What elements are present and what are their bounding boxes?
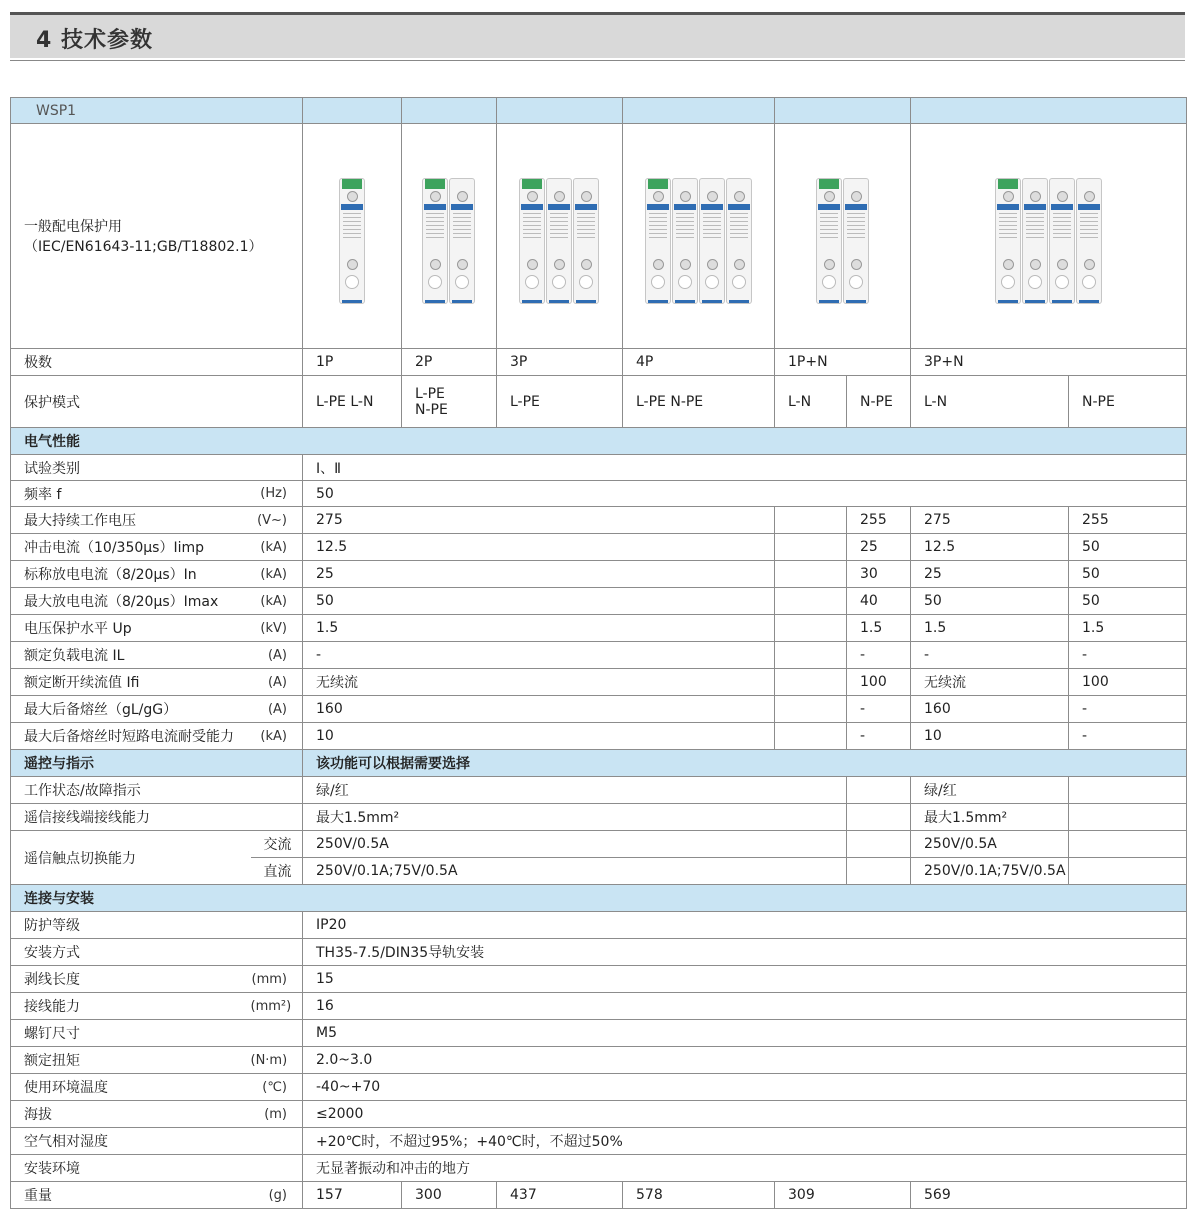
pole-3p-n: 3P+N (911, 349, 1187, 376)
pole-1p-n: 1P+N (775, 349, 911, 376)
install-row-value: -40~+70 (303, 1074, 1187, 1101)
contact-ac-value-a: 250V/0.5A (303, 831, 847, 858)
surge-protector-module-icon (339, 166, 366, 306)
electrical-row-label: 额定负载电流 IL (11, 642, 251, 669)
mode-1p-n-ln: L-N (775, 376, 847, 428)
surge-protector-module-icon (519, 166, 600, 306)
electrical-row-unit: (kA) (251, 723, 303, 750)
install-row-value: 15 (303, 966, 1187, 993)
section-remote-note: 该功能可以根据需要选择 (303, 750, 1187, 777)
weight-3p-n: 569 (911, 1182, 1187, 1209)
install-row-value: 16 (303, 993, 1187, 1020)
module-pole (573, 178, 599, 304)
install-row-unit (251, 939, 303, 966)
application-label: 一般配电保护用 （IEC/EN61643-11;GB/T18802.1） (11, 124, 303, 349)
install-row-unit: (℃) (251, 1074, 303, 1101)
electrical-row-value-a: 50 (303, 588, 775, 615)
frequency-unit: (Hz) (251, 481, 303, 507)
install-row-label: 螺钉尺寸 (11, 1020, 251, 1047)
module-pole (645, 178, 671, 304)
electrical-row-label: 最大后备熔丝（gL/gG） (11, 696, 251, 723)
electrical-row-value-b: 100 (847, 669, 911, 696)
surge-protector-module-icon (645, 166, 753, 306)
electrical-row-value-c: 50 (911, 588, 1069, 615)
electrical-row-value-c: 25 (911, 561, 1069, 588)
electrical-row-label: 冲击电流（10/350μs）Iimp (11, 534, 251, 561)
electrical-row-value-a: 12.5 (303, 534, 775, 561)
install-row-unit: (mm²) (251, 993, 303, 1020)
status-indicator-value-a: 绿/红 (303, 777, 847, 804)
mode-2p: L-PE N-PE (402, 376, 497, 428)
weight-1p-n: 309 (775, 1182, 911, 1209)
status-indicator-value-c: 绿/红 (911, 777, 1069, 804)
page-title: 4 技术参数 (36, 28, 153, 53)
electrical-row-unit: (kA) (251, 561, 303, 588)
electrical-row-value-d: 50 (1069, 534, 1187, 561)
install-row-label: 使用环境温度 (11, 1074, 251, 1101)
electrical-row-value-b: 30 (847, 561, 911, 588)
pole-1p: 1P (303, 349, 402, 376)
electrical-row-label: 标称放电电流（8/20μs）In (11, 561, 251, 588)
electrical-row-value-d: 50 (1069, 561, 1187, 588)
electrical-row-value-c: 12.5 (911, 534, 1069, 561)
pole-3p: 3P (497, 349, 623, 376)
install-row-label: 空气相对湿度 (11, 1128, 251, 1155)
test-class-label: 试验类别 (11, 455, 303, 481)
install-row-value: 无显著振动和冲击的地方 (303, 1155, 1187, 1182)
electrical-row-label: 最大持续工作电压 (11, 507, 251, 534)
electrical-row-value-a: 10 (303, 723, 775, 750)
electrical-row-value-c: 10 (911, 723, 1069, 750)
contact-dc-label: 直流 (251, 858, 303, 885)
weight-unit: (g) (251, 1182, 303, 1209)
module-pole (1049, 178, 1075, 304)
install-row-value: +20℃时，不超过95%；+40℃时，不超过50% (303, 1128, 1187, 1155)
mode-3p-n-npe: N-PE (1069, 376, 1187, 428)
electrical-row-value-a: 275 (303, 507, 775, 534)
electrical-row-value-c: 1.5 (911, 615, 1069, 642)
title-bar (10, 12, 1185, 58)
install-row-value: TH35-7.5/DIN35导轨安装 (303, 939, 1187, 966)
electrical-row-unit: (A) (251, 669, 303, 696)
model-name: WSP1 (11, 98, 303, 124)
electrical-row-value-b: 255 (847, 507, 911, 534)
pole-2p: 2P (402, 349, 497, 376)
electrical-row-value-a: 无续流 (303, 669, 775, 696)
module-pole (816, 178, 842, 304)
product-image-3p-n (911, 124, 1187, 349)
electrical-row-unit: (kA) (251, 588, 303, 615)
mode-3p-n-ln: L-N (911, 376, 1069, 428)
install-row-label: 剥线长度 (11, 966, 251, 993)
electrical-row-value-d: 100 (1069, 669, 1187, 696)
surge-protector-module-icon (995, 166, 1103, 306)
product-image-1p-n (775, 124, 911, 349)
product-image-3p (497, 124, 623, 349)
spec-table (10, 97, 1187, 1209)
electrical-row-label: 最大后备熔丝时短路电流耐受能力 (11, 723, 251, 750)
module-pole (995, 178, 1021, 304)
install-row-label: 额定扭矩 (11, 1047, 251, 1074)
electrical-row-value-a: 1.5 (303, 615, 775, 642)
electrical-row-value-c: 无续流 (911, 669, 1069, 696)
remote-wiring-value-a: 最大1.5mm² (303, 804, 847, 831)
electrical-row-value-b: 40 (847, 588, 911, 615)
electrical-row-unit: (A) (251, 642, 303, 669)
mode-1p: L-PE L-N (303, 376, 402, 428)
surge-protector-module-icon (816, 166, 870, 306)
electrical-row-label: 额定断开续流值 Ifi (11, 669, 251, 696)
status-indicator-label: 工作状态/故障指示 (11, 777, 303, 804)
module-pole (449, 178, 475, 304)
install-row-label: 接线能力 (11, 993, 251, 1020)
protection-mode-label: 保护模式 (11, 376, 303, 428)
electrical-row-value-d: - (1069, 642, 1187, 669)
electrical-row-value-c: 275 (911, 507, 1069, 534)
electrical-row-value-b: - (847, 723, 911, 750)
electrical-row-value-c: - (911, 642, 1069, 669)
electrical-row-value-a: 25 (303, 561, 775, 588)
section-remote: 遥控与指示 (11, 750, 303, 777)
module-pole (422, 178, 448, 304)
install-row-label: 安装方式 (11, 939, 251, 966)
remote-wiring-value-c: 最大1.5mm² (911, 804, 1069, 831)
install-row-unit (251, 912, 303, 939)
weight-3p: 437 (497, 1182, 623, 1209)
electrical-row-unit: (A) (251, 696, 303, 723)
poles-label: 极数 (11, 349, 303, 376)
module-pole (843, 178, 869, 304)
contact-capacity-label: 遥信触点切换能力 (11, 831, 251, 885)
contact-dc-value-c: 250V/0.1A;75V/0.5A (911, 858, 1069, 885)
electrical-row-value-d: 1.5 (1069, 615, 1187, 642)
electrical-row-unit: (kA) (251, 534, 303, 561)
weight-4p: 578 (623, 1182, 775, 1209)
install-row-unit: (mm) (251, 966, 303, 993)
install-row-value: 2.0~3.0 (303, 1047, 1187, 1074)
contact-ac-label: 交流 (251, 831, 303, 858)
mode-3p: L-PE (497, 376, 623, 428)
module-pole (519, 178, 545, 304)
weight-label: 重量 (11, 1182, 251, 1209)
surge-protector-module-icon (422, 166, 476, 306)
product-image-4p (623, 124, 775, 349)
contact-dc-value-a: 250V/0.1A;75V/0.5A (303, 858, 847, 885)
electrical-row-value-c: 160 (911, 696, 1069, 723)
module-pole (699, 178, 725, 304)
electrical-row-value-d: - (1069, 723, 1187, 750)
title-rule (10, 60, 1185, 61)
install-row-value: ≤2000 (303, 1101, 1187, 1128)
electrical-row-value-b: 1.5 (847, 615, 911, 642)
module-pole (726, 178, 752, 304)
module-pole (672, 178, 698, 304)
install-row-unit (251, 1128, 303, 1155)
test-class-value: Ⅰ、Ⅱ (303, 455, 1187, 481)
install-row-unit (251, 1155, 303, 1182)
module-pole (339, 178, 365, 304)
install-row-value: M5 (303, 1020, 1187, 1047)
electrical-row-unit: (V~) (251, 507, 303, 534)
pole-4p: 4P (623, 349, 775, 376)
install-row-unit (251, 1020, 303, 1047)
electrical-row-value-b: - (847, 642, 911, 669)
install-row-unit: (m) (251, 1101, 303, 1128)
module-pole (1076, 178, 1102, 304)
product-image-1p (303, 124, 402, 349)
module-pole (546, 178, 572, 304)
weight-1p: 157 (303, 1182, 402, 1209)
contact-ac-value-c: 250V/0.5A (911, 831, 1069, 858)
electrical-row-label: 电压保护水平 Up (11, 615, 251, 642)
frequency-label: 频率 f (11, 481, 251, 507)
electrical-row-value-d: - (1069, 696, 1187, 723)
product-image-2p (402, 124, 497, 349)
electrical-row-value-a: - (303, 642, 775, 669)
electrical-row-label: 最大放电电流（8/20μs）Imax (11, 588, 251, 615)
install-row-value: IP20 (303, 912, 1187, 939)
electrical-row-value-d: 255 (1069, 507, 1187, 534)
install-row-unit: (N·m) (251, 1047, 303, 1074)
module-pole (1022, 178, 1048, 304)
electrical-row-value-b: 25 (847, 534, 911, 561)
mode-4p: L-PE N-PE (623, 376, 775, 428)
weight-2p: 300 (402, 1182, 497, 1209)
install-row-label: 海拔 (11, 1101, 251, 1128)
install-row-label: 安装环境 (11, 1155, 251, 1182)
electrical-row-value-a: 160 (303, 696, 775, 723)
electrical-row-unit: (kV) (251, 615, 303, 642)
frequency-value: 50 (303, 481, 1187, 507)
electrical-row-value-b: - (847, 696, 911, 723)
electrical-row-value-d: 50 (1069, 588, 1187, 615)
mode-1p-n-npe: N-PE (847, 376, 911, 428)
install-row-label: 防护等级 (11, 912, 251, 939)
section-electrical: 电气性能 (11, 428, 1187, 455)
section-install: 连接与安装 (11, 885, 1187, 912)
remote-wiring-label: 遥信接线端接线能力 (11, 804, 303, 831)
